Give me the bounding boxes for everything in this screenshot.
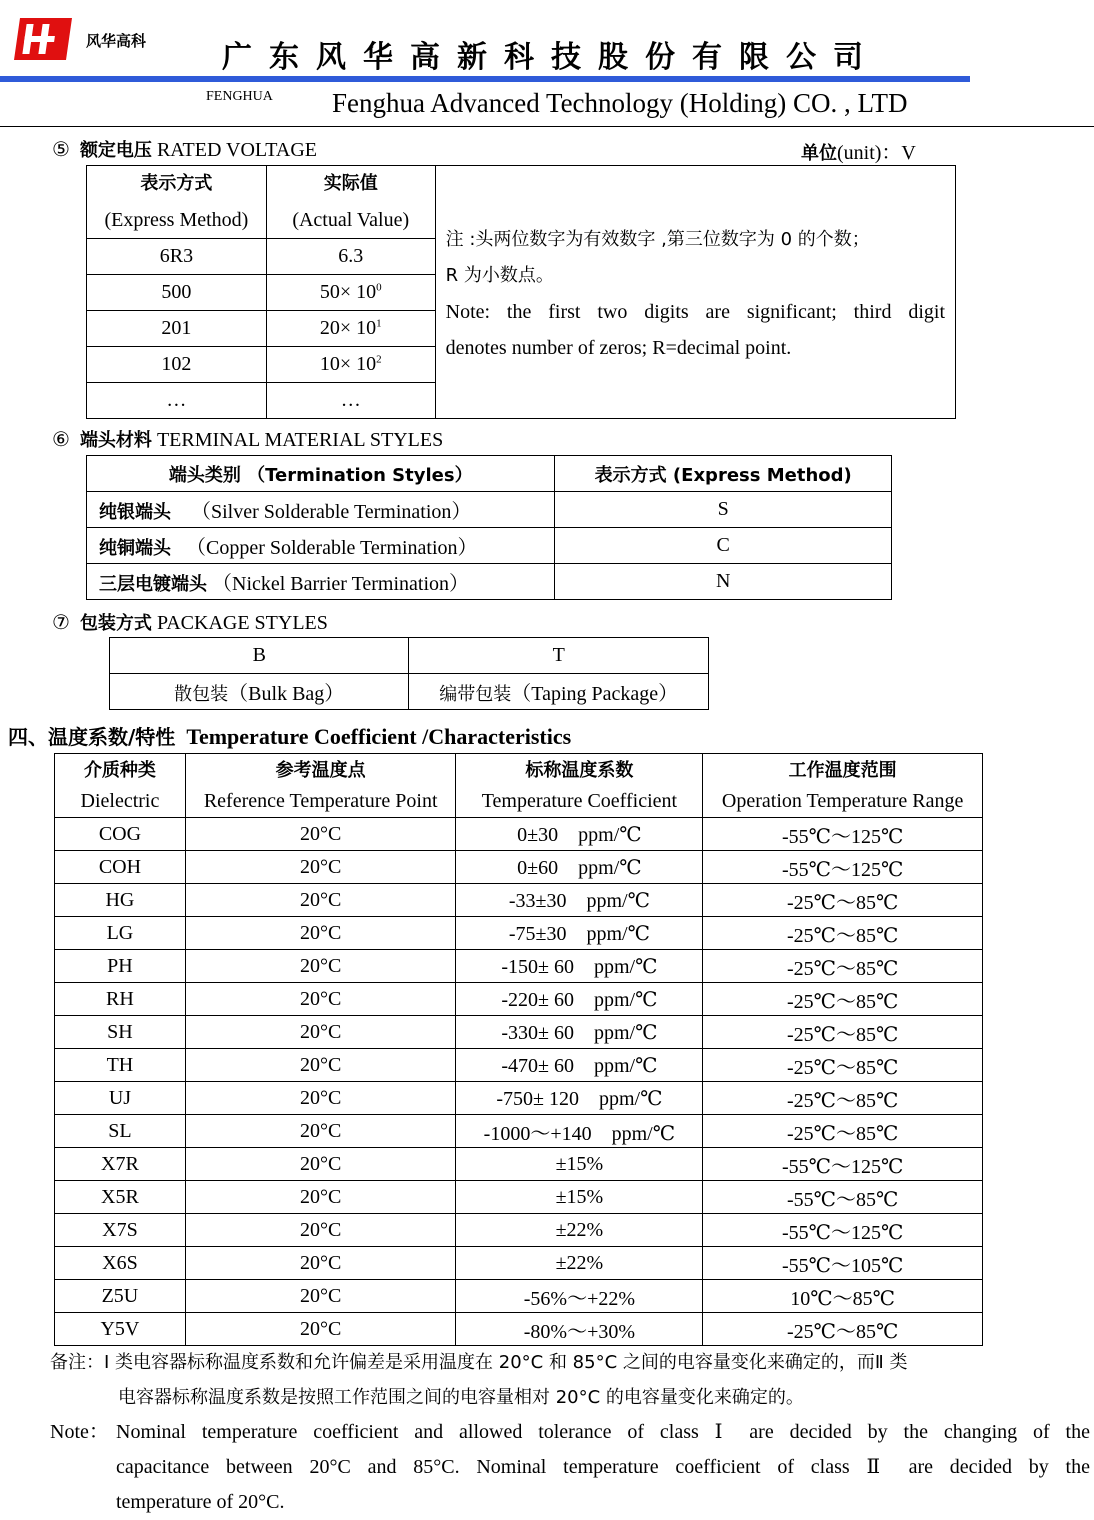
temperature-remarks: 备注：Ⅰ 类电容器标称温度系数和允许偏差是采用温度在 20°C 和 85°C 之间的电容量变化来确定的，而Ⅱ 类 电容器标称温度系数是按照工作范围之间的电容量相对 20°C 的电容量变化来确定的。 Note： Nominal temperature coefficient and allowed tolerance of class Ⅰ are decided by the changing of the capacitance between 20°C and 85°C. Nominal temperature coefficient of class Ⅱ are decided by the temperature of 20°C. bbox=[50, 1352, 1090, 1513]
rv-value: $50\times 10^0$ bbox=[266, 275, 435, 311]
temp-dielectric: X6S bbox=[55, 1247, 186, 1280]
temp-dielectric: SH bbox=[55, 1016, 186, 1049]
temp-range: -55℃～125℃ bbox=[703, 1148, 983, 1181]
temp-coefficient: -75±30 ppm/℃ bbox=[456, 917, 703, 950]
temp-reference: 20°C bbox=[185, 1181, 456, 1214]
table-row bbox=[55, 983, 983, 1016]
temp-coefficient: -750± 120 ppm/℃ bbox=[456, 1082, 703, 1115]
logo-text: 风华高科 bbox=[86, 32, 147, 50]
rated-voltage-table bbox=[86, 165, 956, 419]
temp-range: -25℃～85℃ bbox=[703, 884, 983, 917]
temp-range: -25℃～85℃ bbox=[703, 917, 983, 950]
header-divider bbox=[0, 126, 1094, 127]
temp-reference: 20°C bbox=[185, 818, 456, 851]
temp-reference: 20°C bbox=[185, 1016, 456, 1049]
terminal-code: N bbox=[555, 564, 892, 600]
terminal-heading: ⑥ 端头材料 TERMINAL MATERIAL STYLES bbox=[52, 429, 444, 451]
temp-reference: 20°C bbox=[185, 950, 456, 983]
table-row bbox=[55, 1280, 983, 1313]
temp-dielectric: HG bbox=[55, 884, 186, 917]
terminal-header-style: 端头类别 （Termination Styles） bbox=[87, 456, 555, 492]
rated-voltage-unit: 单位(unit)：V bbox=[801, 142, 916, 164]
brand-en: FENGHUA bbox=[206, 89, 273, 104]
table-row bbox=[55, 1214, 983, 1247]
header-bar bbox=[0, 76, 970, 82]
temp-reference: 20°C bbox=[185, 851, 456, 884]
rv-header-actual: 实际值 (Actual Value) bbox=[266, 166, 435, 239]
table-row bbox=[55, 884, 983, 917]
terminal-header-express: 表示方式 (Express Method) bbox=[555, 456, 892, 492]
rv-code: 6R3 bbox=[87, 239, 267, 275]
temp-coefficient: -1000～+140 ppm/℃ bbox=[456, 1115, 703, 1148]
temp-reference: 20°C bbox=[185, 1049, 456, 1082]
temp-range: -25℃～85℃ bbox=[703, 1313, 983, 1346]
package-heading: ⑦ 包装方式 PACKAGE STYLES bbox=[52, 612, 328, 634]
temp-coefficient: ±22% bbox=[456, 1214, 703, 1247]
terminal-code: S bbox=[555, 492, 892, 528]
table-row bbox=[55, 1115, 983, 1148]
package-bulk: 散包装（Bulk Bag） bbox=[110, 674, 409, 710]
rv-code: 500 bbox=[87, 275, 267, 311]
temp-dielectric: X5R bbox=[55, 1181, 186, 1214]
temp-coefficient: ±22% bbox=[456, 1247, 703, 1280]
temp-coefficient: -220± 60 ppm/℃ bbox=[456, 983, 703, 1016]
temp-coefficient: 0±30 ppm/℃ bbox=[456, 818, 703, 851]
table-row bbox=[55, 1016, 983, 1049]
rv-code: 201 bbox=[87, 311, 267, 347]
rv-note: 注 :头两位数字为有效数字 ,第三位数字为 0 的个数； R 为小数点。 Note: the first two digits are significant; third digit denotes number of zeros; R=decimal point. bbox=[435, 166, 955, 419]
table-row bbox=[55, 818, 983, 851]
package-code-bulk: B bbox=[110, 638, 409, 674]
temp-reference: 20°C bbox=[185, 983, 456, 1016]
fenghua-logo-icon bbox=[14, 14, 72, 64]
temp-dielectric: LG bbox=[55, 917, 186, 950]
temp-range: -25℃～85℃ bbox=[703, 1115, 983, 1148]
temp-coefficient: 0±60 ppm/℃ bbox=[456, 851, 703, 884]
temp-header-reference: 参考温度点 Reference Temperature Point bbox=[185, 754, 456, 818]
temp-coefficient: -330± 60 ppm/℃ bbox=[456, 1016, 703, 1049]
temp-header-range: 工作温度范围 Operation Temperature Range bbox=[703, 754, 983, 818]
package-code-taping: T bbox=[409, 638, 709, 674]
temp-reference: 20°C bbox=[185, 884, 456, 917]
terminal-row: 纯铜端头 （Copper Solderable Termination） bbox=[87, 528, 555, 564]
rv-value: 6.3 bbox=[266, 239, 435, 275]
temp-dielectric: RH bbox=[55, 983, 186, 1016]
temp-reference: 20°C bbox=[185, 1247, 456, 1280]
rv-value: $10\times 10^2$ bbox=[266, 347, 435, 383]
temp-dielectric: Y5V bbox=[55, 1313, 186, 1346]
terminal-row: 三层电镀端头 （Nickel Barrier Termination） bbox=[87, 564, 555, 600]
table-row bbox=[55, 1049, 983, 1082]
package-table bbox=[109, 637, 709, 710]
table-row bbox=[55, 1148, 983, 1181]
temp-range: -55℃～125℃ bbox=[703, 851, 983, 884]
table-row bbox=[55, 1082, 983, 1115]
temp-reference: 20°C bbox=[185, 1082, 456, 1115]
temp-range: -25℃～85℃ bbox=[703, 950, 983, 983]
rv-value: … bbox=[266, 383, 435, 419]
company-name-en: Fenghua Advanced Technology (Holding) CO. , LTD bbox=[332, 88, 908, 118]
temp-coefficient: ±15% bbox=[456, 1148, 703, 1181]
table-row bbox=[55, 1181, 983, 1214]
temp-dielectric: X7S bbox=[55, 1214, 186, 1247]
package-taping: 编带包装（Taping Package） bbox=[409, 674, 709, 710]
terminal-table bbox=[86, 455, 892, 600]
temp-reference: 20°C bbox=[185, 917, 456, 950]
temp-range: -25℃～85℃ bbox=[703, 983, 983, 1016]
temp-coefficient: -150± 60 ppm/℃ bbox=[456, 950, 703, 983]
temp-range: -55℃～125℃ bbox=[703, 818, 983, 851]
rv-value: $20\times 10^1$ bbox=[266, 311, 435, 347]
temp-range: 10℃～85℃ bbox=[703, 1280, 983, 1313]
temp-dielectric: PH bbox=[55, 950, 186, 983]
temp-reference: 20°C bbox=[185, 1148, 456, 1181]
temp-dielectric: X7R bbox=[55, 1148, 186, 1181]
temp-reference: 20°C bbox=[185, 1214, 456, 1247]
temp-coefficient: -80%～+30% bbox=[456, 1313, 703, 1346]
rated-voltage-heading: ⑤ 额定电压 RATED VOLTAGE bbox=[52, 139, 318, 161]
temp-coefficient: -470± 60 ppm/℃ bbox=[456, 1049, 703, 1082]
temp-reference: 20°C bbox=[185, 1115, 456, 1148]
temp-range: -25℃～85℃ bbox=[703, 1016, 983, 1049]
temp-reference: 20°C bbox=[185, 1280, 456, 1313]
temp-coefficient: -56%～+22% bbox=[456, 1280, 703, 1313]
terminal-code: C bbox=[555, 528, 892, 564]
temp-dielectric: SL bbox=[55, 1115, 186, 1148]
temp-header-coefficient: 标称温度系数 Temperature Coefficient bbox=[456, 754, 703, 818]
temperature-heading: 四、温度系数/特性 Temperature Coefficient /Characteristics bbox=[8, 724, 572, 749]
table-row bbox=[55, 1247, 983, 1280]
company-name-cn: 广东风华高新科技股份有限公司 bbox=[222, 40, 880, 75]
rv-header-express: 表示方式 (Express Method) bbox=[87, 166, 267, 239]
temp-range: -25℃～85℃ bbox=[703, 1049, 983, 1082]
table-row bbox=[55, 1313, 983, 1346]
temp-coefficient: ±15% bbox=[456, 1181, 703, 1214]
temp-range: -55℃～105℃ bbox=[703, 1247, 983, 1280]
temp-header-dielectric: 介质种类 Dielectric bbox=[55, 754, 186, 818]
temp-range: -25℃～85℃ bbox=[703, 1082, 983, 1115]
temp-dielectric: COH bbox=[55, 851, 186, 884]
temp-reference: 20°C bbox=[185, 1313, 456, 1346]
table-row bbox=[55, 917, 983, 950]
temperature-table bbox=[54, 753, 983, 1346]
rv-code: … bbox=[87, 383, 267, 419]
temp-dielectric: UJ bbox=[55, 1082, 186, 1115]
temp-coefficient: -33±30 ppm/℃ bbox=[456, 884, 703, 917]
table-row bbox=[55, 950, 983, 983]
rv-code: 102 bbox=[87, 347, 267, 383]
temp-dielectric: Z5U bbox=[55, 1280, 186, 1313]
temp-dielectric: COG bbox=[55, 818, 186, 851]
temp-dielectric: TH bbox=[55, 1049, 186, 1082]
table-row bbox=[55, 851, 983, 884]
terminal-row: 纯银端头 （Silver Solderable Termination） bbox=[87, 492, 555, 528]
temp-range: -55℃～85℃ bbox=[703, 1181, 983, 1214]
temp-range: -55℃～125℃ bbox=[703, 1214, 983, 1247]
